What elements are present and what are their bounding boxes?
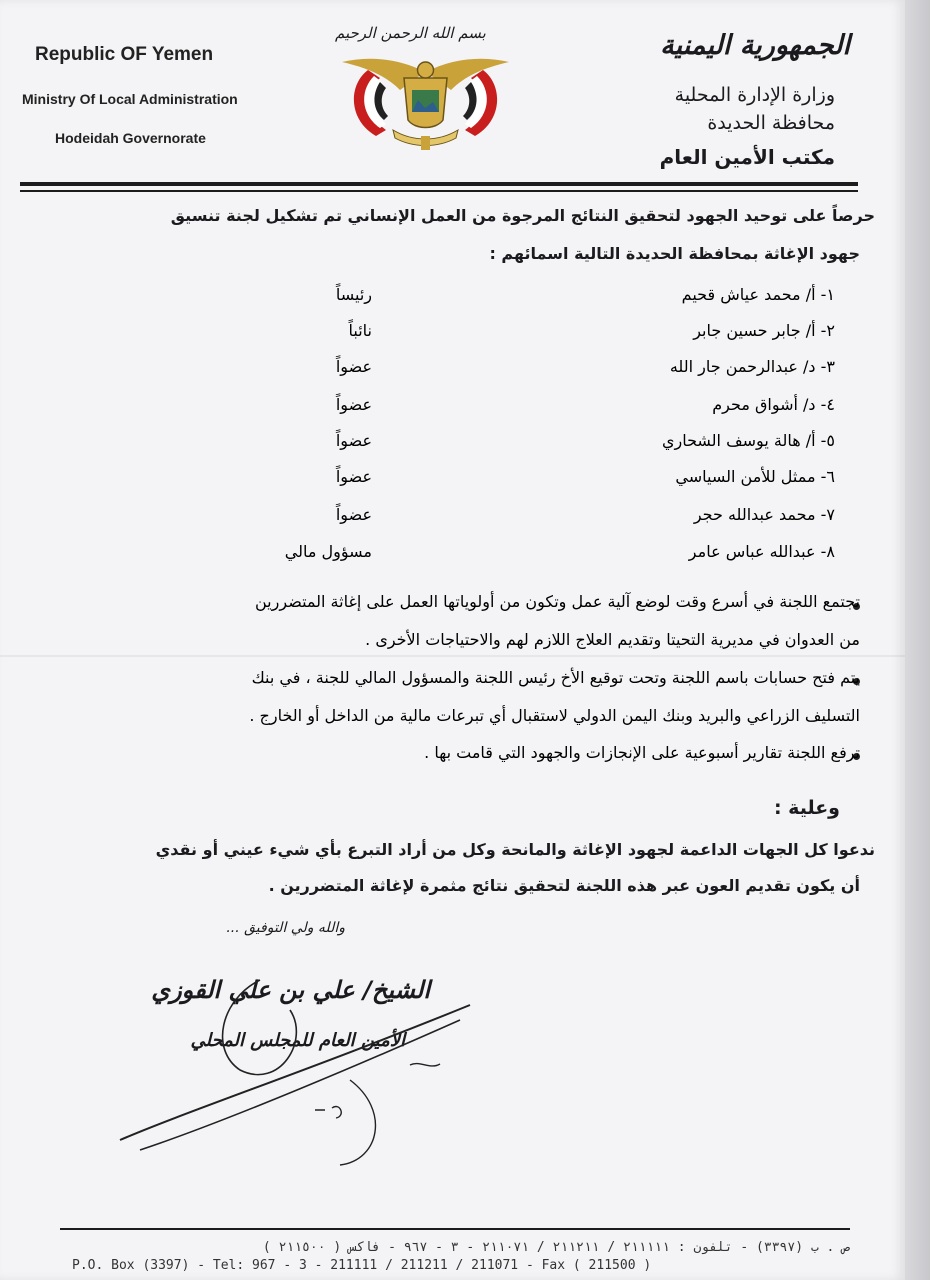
intro-line-2: جهود الإغاثة بمحافظة الحديدة التالية اسمائهم : xyxy=(489,244,860,263)
yemen-emblem-icon xyxy=(338,50,513,150)
bullet-2-line-2: التسليف الزراعي والبريد وبنك اليمن الدولي لاستقبال أي تبرعات مالية من الداخل أو الخارج . xyxy=(249,706,860,725)
header-ar-country: الجمهورية اليمنية xyxy=(660,30,850,61)
handwritten-signature xyxy=(110,960,490,1170)
member-name: ٥- أ/ هالة يوسف الشحاري xyxy=(661,431,835,450)
closing-phrase: والله ولي التوفيق ... xyxy=(226,920,345,936)
member-role: عضواً xyxy=(335,395,372,414)
header-en-country: Republic OF Yemen xyxy=(35,44,214,65)
member-name: ٣- د/ عبدالرحمن جار الله xyxy=(669,357,835,376)
member-role: نائباً xyxy=(348,321,372,340)
conclusion-line-1: ندعوا كل الجهات الداعمة لجهود الإغاثة والمانحة وكل من أراد التبرع بأي شيء عيني أو نقدي xyxy=(155,840,875,859)
intro-line-1: حرصاً على توحيد الجهود لتحقيق النتائج المرجوة من العمل الإنساني تم تشكيل لجنة تنسيق xyxy=(170,206,875,225)
member-name: ٤- د/ أشواق محرم xyxy=(712,395,835,414)
member-role: مسؤول مالي xyxy=(284,542,372,561)
header-rule-thin xyxy=(20,190,858,192)
member-name: ٦- ممثل للأمن السياسي xyxy=(675,467,835,486)
paper-fold xyxy=(0,655,905,657)
header-ar-governorate: محافظة الحديدة xyxy=(707,112,835,134)
page-edge xyxy=(905,0,930,1280)
member-name: ٨- عبدالله عباس عامر xyxy=(688,542,835,561)
footer-latin: P.O. Box (3397) - Tel: 967 - 3 - 211111 / 211211 / 211071 - Fax ( 211500 ) xyxy=(72,1258,652,1273)
member-role: عضواً xyxy=(335,431,372,450)
bullet-2-line-1: يتم فتح حسابات باسم اللجنة وتحت توقيع الأخ رئيس اللجنة والمسؤول المالي للجنة ، في بنك xyxy=(251,668,860,687)
header-en-ministry: Ministry Of Local Administration xyxy=(22,91,238,107)
header-rule-thick xyxy=(20,182,858,186)
member-name: ٧- محمد عبدالله حجر xyxy=(693,505,835,524)
footer-rule xyxy=(60,1228,850,1230)
header-en-governorate: Hodeidah Governorate xyxy=(55,130,206,146)
header-ar-office: مكتب الأمين العام xyxy=(659,145,835,169)
bullet-3-line-1: ترفع اللجنة تقارير أسبوعية على الإنجازات والجهود التي قامت بها . xyxy=(424,743,860,762)
signatory-title: الأمين العام للمجلس المحلي xyxy=(190,1030,405,1051)
member-role: عضواً xyxy=(335,467,372,486)
signatory-name: الشيخ/ علي بن علي القوزي xyxy=(151,976,430,1004)
conclusion-heading: وعلية : xyxy=(773,797,840,819)
member-role: عضواً xyxy=(335,357,372,376)
bullet-1-line-2: من العدوان في مديرية التحيتا وتقديم العلاج اللازم لهم والاحتياجات الأخرى . xyxy=(365,630,860,649)
conclusion-line-2: أن يكون تقديم العون عبر هذه اللجنة لتحقيق نتائج مثمرة لإغاثة المتضررين . xyxy=(268,876,860,895)
header-ar-ministry: وزارة الإدارة المحلية xyxy=(674,84,835,106)
member-name: ١- أ/ محمد عياش قحيم xyxy=(681,285,835,304)
member-role: عضواً xyxy=(335,505,372,524)
member-name: ٢- أ/ جابر حسين جابر xyxy=(693,321,835,340)
footer-arabic: ص . ب (٣٣٩٧) - تلفون : ٢١١١١١ / ٢١١٢١١ / ٢١١٠٧١ - ٣ - ٩٦٧ - فاكس ( ٢١١٥٠٠ ) xyxy=(262,1240,850,1255)
basmala: بسم الله الرحمن الرحيم xyxy=(335,24,486,42)
bullet-1-line-1: تجتمع اللجنة في أسرع وقت لوضع آلية عمل وتكون من أولوياتها العمل على إغاثة المتضررين xyxy=(255,592,860,611)
member-role: رئيساً xyxy=(335,285,372,304)
